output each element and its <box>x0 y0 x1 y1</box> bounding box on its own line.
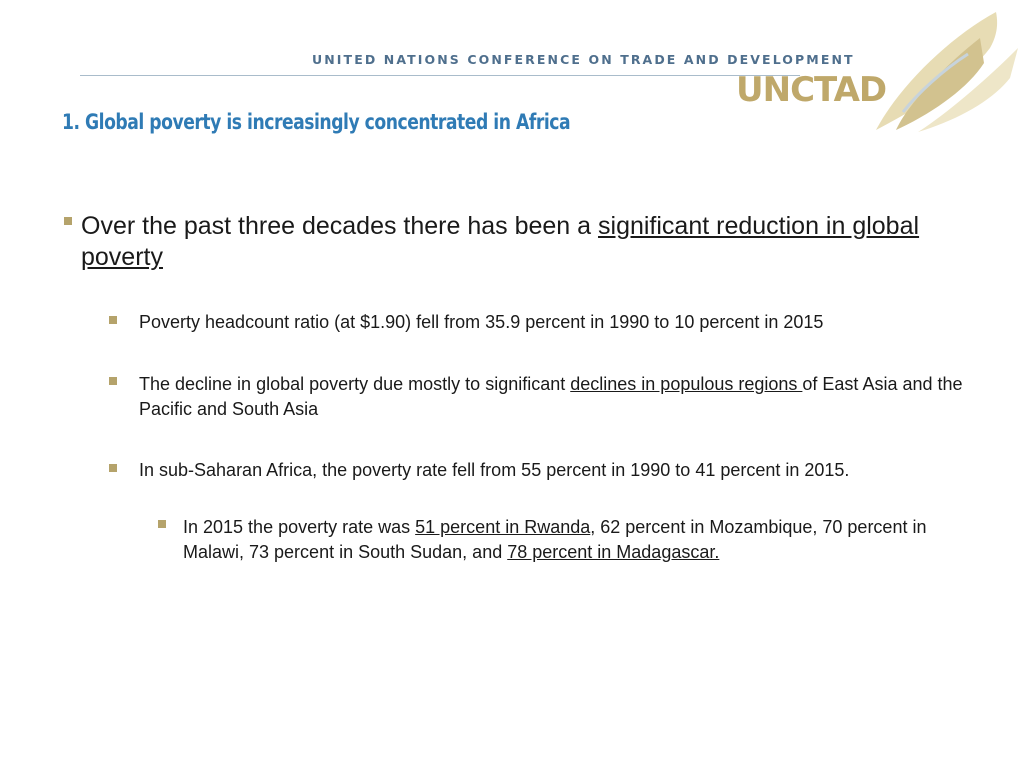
bullet-square-icon <box>109 316 117 324</box>
sub-sub-bullet-1 <box>183 515 963 565</box>
sub-sub-bullet-link-rwanda: 51 percent in Rwanda <box>415 517 591 537</box>
unctad-logo-text: UNCTAD <box>736 70 887 110</box>
header-divider <box>80 75 800 76</box>
slide-title: 1. Global poverty is increasingly concentrated in Africa <box>62 110 571 134</box>
bullet-square-icon <box>158 520 166 528</box>
sub-sub-bullet-text-a: In 2015 the poverty rate was <box>183 517 416 537</box>
sub-bullet-2 <box>139 372 979 422</box>
main-bullet-text: Over the past three decades there has been a <box>81 212 599 240</box>
sub-bullet-1 <box>139 310 979 335</box>
sub-bullet-3-text: In sub-Saharan Africa, the poverty rate fell from 55 percent in 1990 to 41 percent in 2015. <box>139 460 850 480</box>
sub-bullet-2-text-b: of East Asia and the Pacific and South Asia <box>139 374 963 419</box>
sub-sub-bullet-link-madagascar: 78 percent in Madagascar. <box>507 542 720 562</box>
bullet-square-icon <box>109 464 117 472</box>
bullet-square-icon <box>64 217 72 225</box>
sub-bullet-1-text: Poverty headcount ratio (at $1.90) fell from 35.9 percent in 1990 to 10 percent in 2015 <box>139 312 824 332</box>
sub-bullet-2-text-a: The decline in global poverty due mostly to significant <box>139 374 571 394</box>
main-bullet-link: significant reduction in global poverty <box>81 212 920 271</box>
sub-bullet-3 <box>139 458 939 483</box>
sub-sub-bullet-text-b: , 62 percent in Mozambique, 70 percent in Malawi, 73 percent in South Sudan, and <box>183 517 927 562</box>
bullet-square-icon <box>109 377 117 385</box>
main-bullet <box>81 211 971 273</box>
organization-name: UNITED NATIONS CONFERENCE ON TRADE AND DEVELOPMENT <box>312 52 855 67</box>
sub-bullet-2-link: declines in populous regions <box>570 374 803 394</box>
